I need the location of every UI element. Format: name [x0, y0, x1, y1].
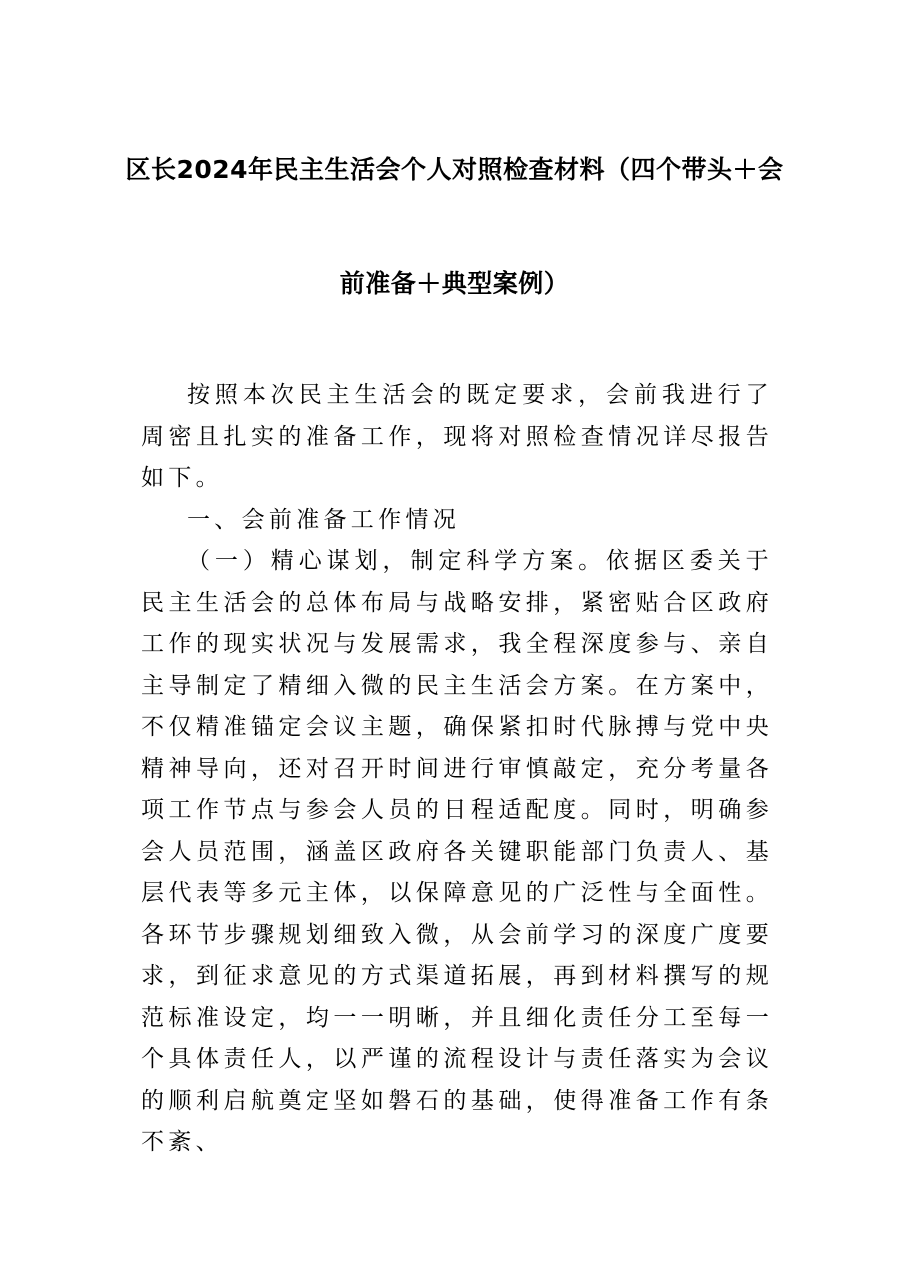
document-body	[141, 375, 773, 1164]
body-paragraph: （一）精心谋划，制定科学方案。依据区委关于民主生活会的总体布局与战略安排，紧密贴合区政府工作的现实状况与发展需求，我全程深度参与、亲自主导制定了精细入微的民主生活会方案。在方案中，不仅精准锚定会议主题，确保紧扣时代脉搏与党中央精神导向，还对召开时间进行审慎敲定，充分考量各项工作节点与参会人员的日程适配度。同时，明确参会人员范围，涵盖区政府各关键职能部门负责人、基层代表等多元主体，以保障意见的广泛性与全面性。各环节步骤规划细致入微，从会前学习的深度广度要求，到征求意见的方式渠道拓展，再到材料撰写的规范标准设定，均一一明晰，并且细化责任分工至每一个具体责任人，以严谨的流程设计与责任落实为会议的顺利启航奠定坚如磐石的基础，使得准备工作有条不紊、	[141, 548, 773, 1155]
intro-paragraph: 按照本次民主生活会的既定要求，会前我进行了周密且扎实的准备工作，现将对照检查情况详尽报告如下。	[141, 382, 773, 491]
document-title-line-1: 区长2024年民主生活会个人对照检查材料（四个带头＋会	[125, 155, 784, 184]
section-heading: 一、会前准备工作情况	[187, 506, 460, 533]
document-title-line-2: 前准备＋典型案例）	[339, 269, 570, 298]
